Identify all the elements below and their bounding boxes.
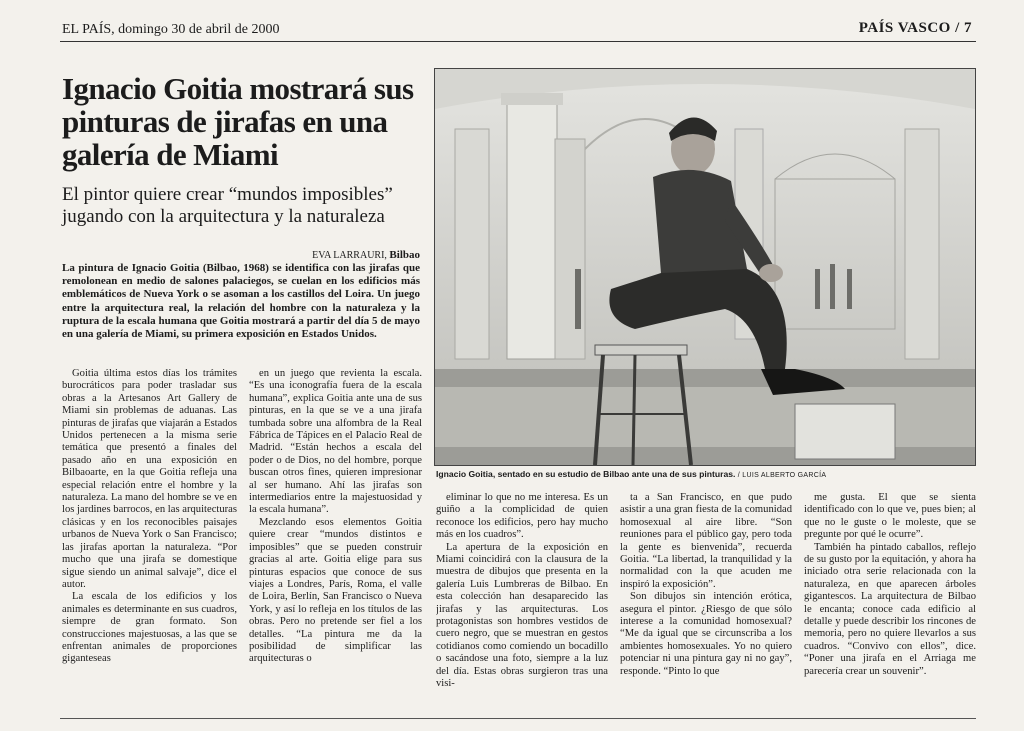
caption-text: Ignacio Goitia, sentado en su estudio de Bilbao ante una de sus pinturas. bbox=[436, 469, 736, 479]
paragraph: Goitia última estos días los trámites burocráticos para poder trasladar sus obras a la Artesanos Art Gallery de Miami sin problemas de aduanas. Las pinturas de jirafas que viajarán a Estados Unidos pertenecen a la misma serie temática que presentó a finales del pasado año en una exposición en Bilbaoarte, en la que Goitia refleja una especial relación entre el hombre y la naturaleza. La mano del hombre se ve en los jardines barrocos, en las arquitecturas clásicas y en los reconocibles paisajes urbanos de Nueva York o San Francisco; las jirafas aportan la naturaleza. “Por mucho que una jirafa se domestique sigue siendo un animal salvaje”, dice el autor. bbox=[62, 368, 237, 590]
byline bbox=[62, 249, 420, 261]
article-photo bbox=[434, 68, 976, 466]
text-column-3 bbox=[436, 492, 608, 714]
article-subhead: El pintor quiere crear “mundos imposibles” jugando con la arquitectura y la naturaleza bbox=[62, 184, 393, 227]
section-page-number: PAÍS VASCO / 7 bbox=[858, 20, 972, 36]
article-lead: La pintura de Ignacio Goitia (Bilbao, 1968) se identifica con las jirafas que remolonean en medio de salones palaciegos, se cuelan en los edificios más emblemáticos de Nueva York o se asoman a los castillos del Loira. Un juego entre la arquitectura real, la relación del hombre con la naturaleza y la ruptura de la escala humana que Goitia mostrará a partir del día 5 de mayo en una galería de Miami, su primera exposición en Estados Unidos. bbox=[62, 262, 420, 341]
photo-credit: / LUIS ALBERTO GARCÍA bbox=[737, 472, 827, 479]
paragraph: La apertura de la exposición en Miami coincidirá con la clausura de la muestra de dibujos que presenta en la galería Luis Lumbreras de Bilbao. En esta colección han desaparecido las jirafas y las arquitecturas. Los protagonistas son hombres vestidos de cuero negro, que se muestran en gestos cotidianos como comiendo un bocadillo o sacándose una foto, siempre a la luz del día. Estas obras surgieron tras una visi- bbox=[436, 541, 608, 690]
paragraph: ta a San Francisco, en que pudo asistir a una gran fiesta de la comunidad homosexual al aire libre. “Son reuniones para el público gay, pero toda la gente es bienvenida”, recuerda Goitia. “La libertad, la tranquilidad y la normalidad con la que acuden me inspiró la exposición”. bbox=[620, 492, 792, 590]
byline-author: EVA LARRAURI, bbox=[312, 250, 387, 261]
text-column-1 bbox=[62, 368, 237, 713]
photo-caption bbox=[436, 469, 976, 479]
paragraph: eliminar lo que no me interesa. Es un guiño a la complicidad de quien reconoce los edificios, pero hay mucho más en los cuadros”. bbox=[436, 492, 608, 541]
paragraph: en un juego que revienta la escala. “Es una iconografía fuera de la escala humana”, explica Goitia ante una de sus pinturas, en la que se ve a una jirafa tumbada sobre una alfombra de la Real Fábrica de Tápices en el Palacio Real de Madrid. “Están hechos a escala del poder o de Dios, no del hombre, porque buscan otros fines, quieren impresionar al ser humano. Ahí las jirafas son intermediarios entre la majestuosidad y la escala humana”. bbox=[249, 368, 422, 516]
text-column-4 bbox=[620, 492, 792, 714]
text-column-2 bbox=[249, 368, 422, 713]
paragraph: La escala de los edificios y los animales es determinante en sus cuadros, siempre de gran formato. Son construcciones majestuosas, a las que se enfrentan animales de proporciones giganteseas bbox=[62, 591, 237, 665]
painter-in-studio-illustration bbox=[435, 69, 975, 465]
text-column-5 bbox=[804, 492, 976, 714]
paragraph: También ha pintado caballos, reflejo de su gusto por la equitación, y ahora ha iniciado otra serie relacionada con la naturaleza, en que aparecen árboles gigantescos. La arquitectura de Bilbao le encanta; conoce cada edificio al detalle y puede describir los rincones de memoria, pero no quiere llevarlos a sus cuadros. “Convivo con ellos”, dice. “Poner una jirafa en el Arriaga me parecería crear un souvenir”. bbox=[804, 541, 976, 677]
paragraph: Son dibujos sin intención erótica, asegura el pintor. ¿Riesgo de que sólo interese a la comunidad homosexual? “Me da igual que se circunscriba a los ambientes homosexuales. Yo no quiero potenciar ni una pintura gay ni no gay”, responde. “Pinto lo que bbox=[620, 591, 792, 677]
article-headline: Ignacio Goitia mostrará sus pinturas de jirafas en una galería de Miami bbox=[62, 71, 414, 172]
masthead-date: EL PAÍS, domingo 30 de abril de 2000 bbox=[62, 22, 280, 37]
paragraph: Mezclando esos elementos Goitia quiere crear “mundos distintos e imposibles” que se pueden construir gracias al arte. Goitia elige para sus pinturas espacios que conoce de sus viajes a Londres, París, Roma, el valle de Loira, Berlín, San Francisco o Nueva York, y así lo refleja en los títulos de las obras. Pero no pretende ser fiel a los detalles. “La pintura me da la posibilidad de simplificar las arquitecturas o bbox=[249, 516, 422, 665]
paragraph: me gusta. El que se sienta identificado con lo que ve, pues bien; al que no le guste o le moleste, que se pregunte por qué le ocurre”. bbox=[804, 492, 976, 541]
footer-rule bbox=[60, 718, 976, 719]
header-rule bbox=[60, 41, 976, 42]
byline-place: Bilbao bbox=[389, 249, 420, 261]
